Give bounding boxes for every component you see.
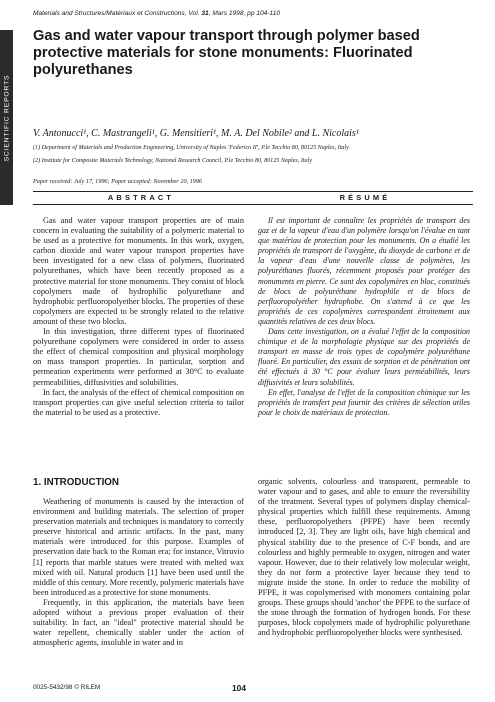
affiliation-2: (2) Institute for Composite Materials Technology, National Research Council, P.le Tecchio 80, 80125 Naples, Italy [33,158,312,164]
author-list: V. Antonucci¹, C. Mastrangeli¹, G. Mensitieri¹, M. A. Del Nobile² and L. Nicolais¹ [33,128,359,139]
side-tab-label: SCIENTIFIC REPORTS [3,74,10,161]
resume-paragraph: En effet, l'analyse de l'effet de la composition chimique sur les propriétés de transfert peut fournir des critères de sélection utiles pour le choix de matériaux de protection. [258,387,470,417]
abstract-heading: ABSTRACT [107,193,175,202]
abstract-paragraph: In fact, the analysis of the effect of chemical composition on transport properties can give useful selection criteria to tailor the material to be used as a protective. [33,387,244,417]
rule-top [33,191,473,192]
resume-body [258,216,470,418]
intro-left-column [33,497,244,648]
journal-issue-pages: , Mars 1998, pp 104-110 [208,10,281,17]
journal-name: Materials and Structures/Matériaux et Constructions, Vol. [33,10,202,17]
intro-paragraph: Weathering of monuments is caused by the interaction of environment and building materials. The selection of proper preservation materials and techniques is mandatory to correctly preserve historical and artistic artifacts. In the past, many materials were introduced for this purpose. Examples of preservation date back to the Roman era; for instance, Vitruvio [1] reports that marble statues were treated with melted wax mixed with oil. Natural products [1] have been used until the middle of this century. More recently, polymeric materials have been introduced as a protective for stone monuments. [33,497,244,597]
intro-paragraph: organic solvents, colourless and transparent, permeable to water vapour and to gases, and able to ensure the reversibility of the treatment. Several types of polymers display chemical-physical properties which fulfill these requirements. Among these, perfluoropolyethers (PFPE) have been recently introduced [2, 3]. They are light oils, have high chemical and physical stability due to the presence of C-F bonds, and are colourless and highly permeable to oxygen, nitrogen and water vapour. However, due to their relatively low molecular weight, they do not form a protective layer because they tend to migrate inside the stone. In order to reduce the mobility of PFPE, it was copolymerised with monomers containing polar groups. These groups should 'anchor' the PFPE to the surface of the stone through the formation of hydrogen bonds. For these purposes, block copolymers made of hydrophilic polyurethane and hydrophobic perfluoropolyether blocks were synthesised. [258,477,470,638]
abstract-body [33,216,244,418]
intro-right-column [258,477,470,639]
received-dates: Paper received: July 17, 1996; Paper accepted: November 20, 1996 [33,178,203,185]
footer-code: 0025-5432/98 © RILEM [33,684,101,691]
affiliation-1: (1) Department of Materials and Production Engineering, University of Naples 'Federico II', P.le Tecchio 80, 80125 Naples, Italy [33,145,349,151]
resume-paragraph: Il est important de connaître les propriétés de transport des gaz et de la vapeur d'eau d'un polymère lorsqu'on l'évalue en tant que matériau de protection pour les monuments. On a étudié les propriétés de transport de l'oxygène, du dioxyde de carbone et de la vapeur d'eau d'une nouvelle classe de polymères, les polyuréthanes fluorés, récemment proposés pour protéger des monuments en pierre. Ce sont des copolymères en bloc, constitués de blocs de polyuréthane hydrophile et de blocs de perfluoropolyéther hydrophobe. On s'attend à ce que les propriétés de ces copolymères correspondent étroitement aux quantités relatives de ces deux blocs. [258,216,470,326]
journal-header [33,10,473,17]
introduction-heading: 1. INTRODUCTION [33,477,119,488]
section-side-tab [0,30,13,205]
rule-bottom [33,204,473,205]
resume-paragraph: Dans cette investigation, on a évalué l'effet de la composition chimique et de la morphologie physique sur des propriétés de transport en masse de trois types de copolymère polyuréthane fluoré. En particulier, des essais de sorption et de pénétration ont été effectués à 30 °C pour évaluer leurs perméabilités, leurs diffusivités et leurs solubilités. [258,327,470,387]
abstract-paragraph: Gas and water vapour transport properties are of main concern in evaluating the suitability of a polymeric material to be used as a protective for monuments. In this work, oxygen, carbon dioxide and water vapour transport properties have been investigated for a new class of polymers, fluorinated polyurethanes, which have been recently proposed as a protective material for stone monuments. They consist of block copolymers made of hydrophilic polyurethane and hydrophobic perfluoropolyether blocks. The properties of these copolymers are expected to be strongly related to the relative amount of these two blocks. [33,216,244,326]
resume-heading: RÉSUMÉ [339,193,391,202]
article-title: Gas and water vapour transport through polymer based protective materials for stone monuments: Fluorinated polyurethanes [33,28,420,78]
page-number: 104 [232,683,246,693]
intro-paragraph: Frequently, in this application, the materials have been adopted without a previous proper evaluation of their suitability. In fact, an "ideal" protective material should be water repellent, chemically stabler under the action of atmospheric agents, insoluble in water and in [33,597,244,648]
abstract-paragraph: In this investigation, three different types of fluorinated polyurethane copolymers were considered in order to assess the effect of chemical composition and physical morphology on mass transport properties. In particular, sorption and permeation experiments were performed at 30°C to evaluate permeabilities, diffusivities and solubilities. [33,327,244,387]
journal-volume: 31 [201,10,209,17]
